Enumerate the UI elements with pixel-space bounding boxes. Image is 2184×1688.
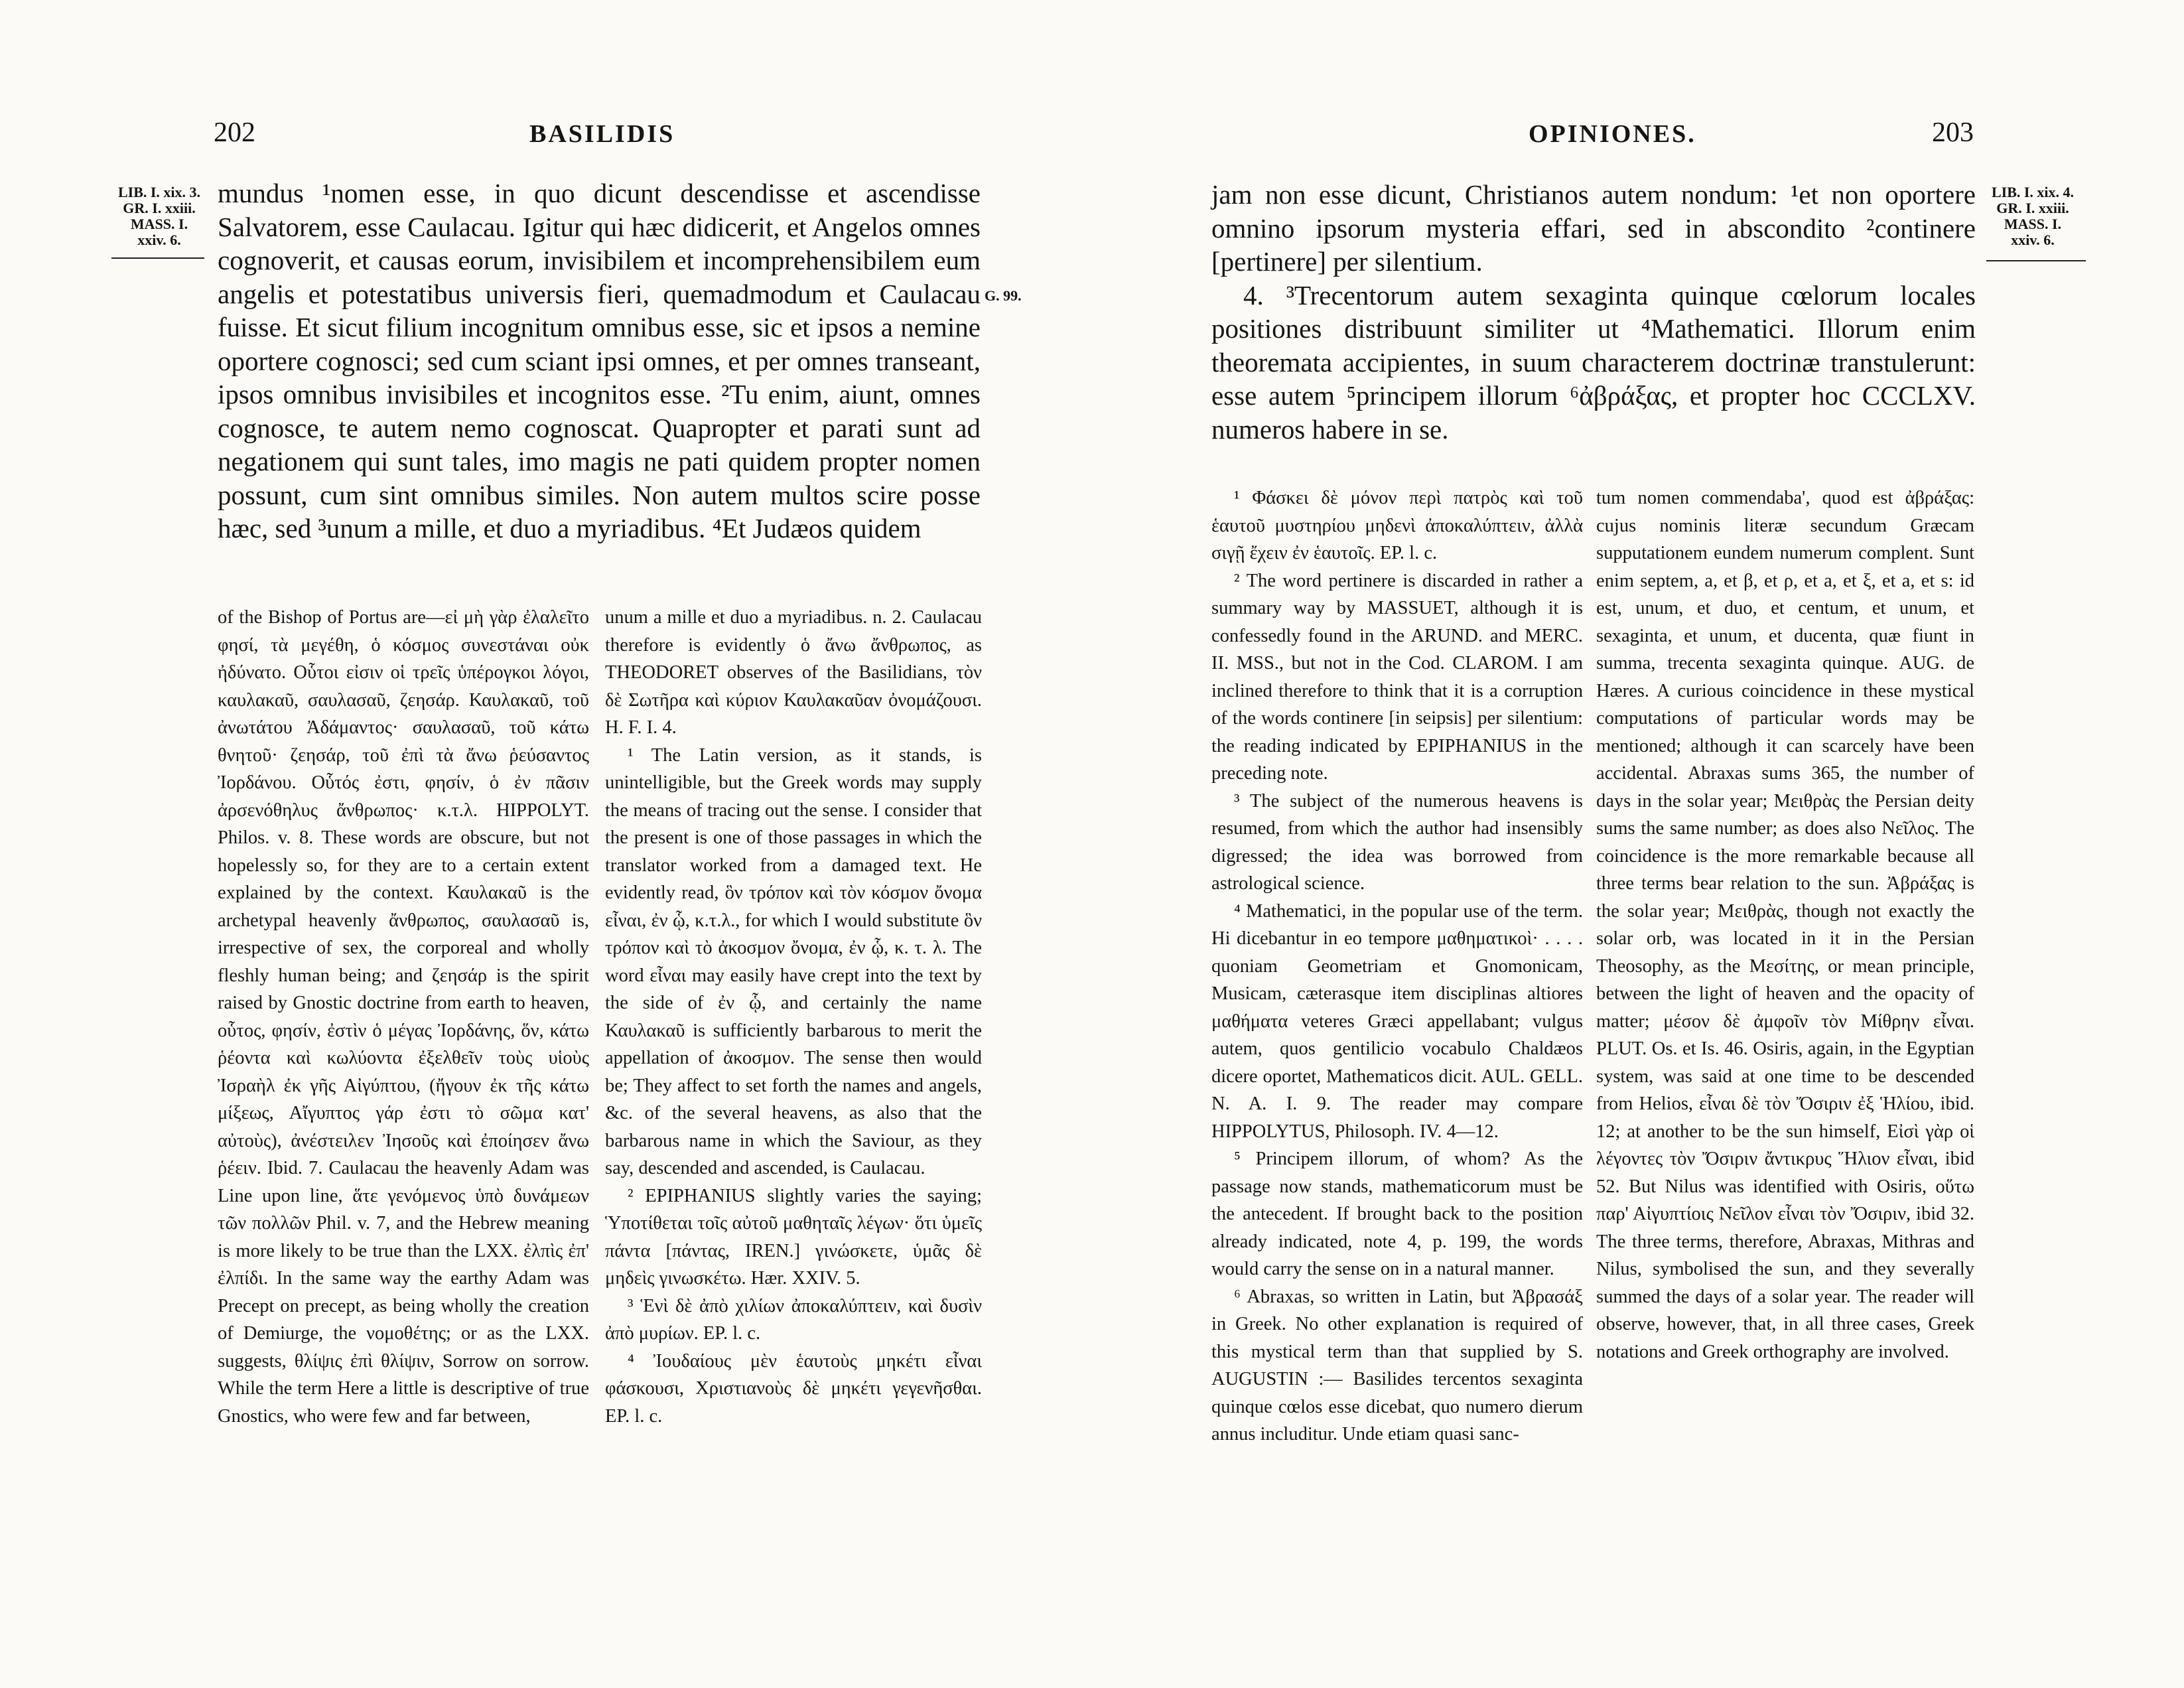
footnote: ² The word pertinere is discarded in rather a summary way by MASSUET, although it is confessedly found in the ARUND. and MERC. II. MSS., but not in the Cod. CLAROM. I am inclined therefore to think that it is a corruption of the words continere [in seipsis] per silentium: the reading indicated by EPIPHANIUS in the preceding note. <box>1211 570 1583 784</box>
page-number: 203 <box>1932 117 1974 148</box>
main-paragraph: 4. ³Trecentorum autem sexaginta quinque cœlorum locales positiones distribuunt similiter ut ⁴Mathematici. Illorum enim theoremata accipientes, in suum characterem doctrinæ transtulerunt: esse autem ⁵principem illorum ⁶ἀβράξας, et propter hoc CCCLXV. numeros habere in se. <box>1211 279 1976 445</box>
footnotes-column-left <box>1211 484 1583 1448</box>
footnote: ⁴ Mathematici, in the popular use of the term. Hi dicebantur in eo tempore μαθηματικοὶ· . . . . quoniam Geometriam et Gnomonicam, Musicam, cæterasque item disciplinas altiores μαθήματα veteres Græci appellabant; vulgus autem, quos gentilicio vocabulo Chaldæos dicere oportet, Mathematicos dicit. AUL. GELL. N. A. I. 9. The reader may compare HIPPOLYTUS, Philosoph. IV. 4—12. <box>1211 900 1583 1142</box>
footnote: ⁴ Ἰουδαίους μὲν ἑαυτοὺς μηκέτι εἶναι φάσκουσι, Χριστιανοὺς δὲ μηκέτι γεγενῆσθαι. EP. l. c. <box>605 1350 982 1427</box>
margin-reference: LIB. I. xix. 4. GR. I. xxiii. MASS. I. xxiv. 6. <box>1991 184 2075 248</box>
margin-rule <box>1986 260 2086 261</box>
footnotes-column-right <box>605 604 982 1430</box>
footnotes-column-right <box>1596 484 1974 1366</box>
running-head: BASILIDIS <box>529 120 675 148</box>
margin-rule <box>111 257 204 259</box>
footnote: ⁵ Principem illorum, of whom? As the passage now stands, mathematicorum must be the antecedent. If brought back to the position already indicated, note 4, p. 199, the words would carry the sense on in a natural manner. <box>1211 1149 1583 1279</box>
page-number: 202 <box>214 117 255 148</box>
running-head: OPINIONES. <box>1529 120 1696 148</box>
footnote: ³ The subject of the numerous heavens is resumed, from which the author had insensibly digressed; the idea was borrowed from astrological science. <box>1211 790 1583 894</box>
main-text <box>1211 178 1976 446</box>
footnote: ⁶ Abraxas, so written in Latin, but Ἀβρασάξ in Greek. No other explanation is required of this mystical term than that supplied by S. AUGUSTIN :— Basilides tercentos sexaginta quinque cœlos esse dicebat, quo numero dierum annus includitur. Unde etiam quasi sanc- <box>1211 1286 1583 1444</box>
margin-reference: LIB. I. xix. 3. GR. I. xxiii. MASS. I. xxiv. 6. <box>117 184 201 248</box>
main-paragraph: jam non esse dicunt, Christianos autem nondum: ¹et non oportere omnino ipsorum mysteria effari, sed in abscondito ²continere [pertinere] per silentium. <box>1211 179 1976 277</box>
footnote: ¹ The Latin version, as it stands, is unintelligible, but the Greek words may supply the means of tracing out the sense. I consider that the present is one of those passages in which the translator worked from a damaged text. He evidently read, ὃν τρόπον καὶ τὸν κόσμον ὄνομα εἶναι, ἐν ᾧ, κ.τ.λ., for which I would substitute ὃν τρόπον καὶ τὸ ἀκοσμον ὄνομα, ἐν ᾧ, κ. τ. λ. The word εἶναι may easily have crept into the text by the side of ἐν ᾧ, and certainly the name Καυλακαῦ is sufficiently barbarous to merit the appellation of ἀκοσμον. The sense then would be; They affect to set forth the names and angels, &c. of the several heavens, as also that the barbarous name in which the Saviour, as they say, descended and ascended, is Caulacau. <box>605 744 982 1178</box>
footnote: ³ Ἑνὶ δὲ ἀπὸ χιλίων ἀποκαλύπτειν, καὶ δυσὶν ἀπὸ μυρίων. EP. l. c. <box>605 1295 982 1344</box>
footnotes-column-left <box>218 604 589 1430</box>
footnote: ¹ Φάσκει δὲ μόνον περὶ πατρὸς καὶ τοῦ ἑαυτοῦ μυστηρίου μηδενὶ ἀποκαλύπτειν, ἀλλὰ σιγῇ ἔχειν ἐν ἑαυτοῖς. EP. l. c. <box>1211 488 1583 563</box>
footnote: ² EPIPHANIUS slightly varies the saying; Ὑποτίθεται τοῖς αὐτοῦ μαθηταῖς λέγων· ὅτι ὑμεῖς πάντα [πάντας, IREN.] γινώσκετε, ὑμᾶς δὲ μηδεὶς γινωσκέτω. Hær. XXIV. 5. <box>605 1185 982 1289</box>
side-mark: G. 99. <box>985 287 1022 304</box>
right-page <box>1097 0 2184 1688</box>
main-paragraph: mundus ¹nomen esse, in quo dicunt descendisse et ascendisse Salvatorem, esse Caulacau. Igitur qui hæc didicerit, et Angelos omnes cognoverit, et causas eorum, invisibilem et incomprehensibilem eum angelis et potestatibus universis fieri, quemadmodum et Caulacau fuisse. Et sicut filium incognitum omnibus esse, sic et ipsos a nemine oportere cognosci; sed cum sciant ipsi omnes, et per omnes transeant, ipsos omnibus invisibiles et incognitos esse. ²Tu enim, aiunt, omnes cognosce, te autem nemo cognoscat. Quapropter et parati sunt ad negationem qui sunt tales, imo magis ne pati quidem propter nomen possunt, cum sint omnibus similes. Non autem multos scire posse hæc, sed ³unum a mille, et duo a myriadibus. ⁴Et Judæos quidem <box>218 178 981 543</box>
footnote: of the Bishop of Portus are—εἰ μὴ γὰρ ἐλαλεῖτο φησί, τὰ μεγέθη, ὁ κόσμος συνεστάναι οὐκ ἠδύνατο. Οὗτοι εἰσιν οἱ τρεῖς ὑπέρογκοι λόγοι, καυλακαῦ, σαυλασαῦ, ζεησάρ. Καυλακαῦ, τοῦ ἀνωτάτου Ἀδάμαντος· σαυλασαῦ, τοῦ κάτω θνητοῦ· ζεησάρ, τοῦ ἐπὶ τὰ ἄνω ῥεύσαντος Ἰορδάνου. Οὗτός ἐστι, φησίν, ὁ ἐν πᾶσιν ἀρσενόθηλυς ἄνθρωπος· κ.τ.λ. HIPPOLYT. Philos. v. 8. These words are obscure, but not hopelessly so, for they are to a certain extent explained by the context. Καυλακαῦ is the archetypal heavenly ἄνθρωπος, σαυλασαῦ is, irrespective of sex, the corporeal and wholly fleshly human being; and ζεησάρ is the spirit raised by Gnostic doctrine from earth to heaven, οὗτος, φησίν, ἐστὶν ὁ μέγας Ἰορδάνης, ὅν, κάτω ῥέοντα καὶ κωλύοντα ἐξελθεῖν τοὺς υἱοὺς Ἰσραὴλ ἐκ γῆς Αἰγύπτου, (ἤγουν ἐκ τῆς κάτω μίξεως, Αἴγυπτος γάρ ἐστι τὸ σῶμα κατ' αὐτοὺς), ἀνέστειλεν Ἰησοῦς καὶ ἐποίησεν ἄνω ῥέειν. Ibid. 7. Caulacau the heavenly Adam was Line upon line, ἅτε γενόμενος ὑπὸ δυνάμεων τῶν πολλῶν Phil. v. 7, and the Hebrew meaning is more likely to be true than the LXX. ἐλπὶς ἐπ' ἐλπίδι. In the same way the earthy Adam was Precept on precept, as being wholly the creation of Demiurge, the νομοθέτης; or as the LXX. suggests, θλίψις ἐπὶ θλίψιν, Sorrow on sorrow. While the term Here a little is descriptive of true Gnostics, who were few and far between, <box>218 607 589 1427</box>
footnote: tum nomen commendaba', quod est ἀβράξας: cujus nominis literæ secundum Græcam supputationem eundem numerum complent. Sunt enim septem, a, et β, et ρ, et a, et ξ, et a, et s: id est, unum, et duo, et centum, et unum, et sexaginta, et unum, et ducenta, quæ fiunt in summa, trecenta sexaginta quinque. AUG. de Hæres. A curious coincidence in these mystical computations of particular words may be mentioned; although it can scarcely have been accidental. Abraxas sums 365, the number of days in the solar year; Μειθρὰς the Persian deity sums the same number; as does also Νεῖλος. The coincidence is the more remarkable because all three terms bear relation to the sun. Ἀβράξας is the solar year; Μειθρὰς, though not exactly the solar orb, was located in it in the Persian Theosophy, as the Μεσίτης, or mean principle, between the light of heaven and the opacity of matter; μέσον δὲ ἀμφοῖν τὸν Μίθρην εἶναι. PLUT. Os. et Is. 46. Osiris, again, in the Egyptian system, was said at one time to be descended from Helios, εἶναι δὲ τὸν Ὄσιριν ἐξ Ἡλίου, ibid. 12; at another to be the sun himself, Εἰσὶ γὰρ οἱ λέγοντες τὸν Ὄσιριν ἄντικρυς Ἥλιον εἶναι, ibid 52. But Nilus was identified with Osiris, οὕτω παρ' Αἰγυπτίοις Νεῖλον εἶναι τὸν Ὄσιριν, ibid 32. The three terms, therefore, Abraxas, Mithras and Nilus, symbolised the sun, and they severally summed the days of a solar year. The reader will observe, however, that, in all three cases, Greek notations and Greek orthography are involved. <box>1596 488 1974 1362</box>
footnote: unum a mille et duo a myriadibus. n. 2. Caulacau therefore is evidently ὁ ἄνω ἄνθρωπος, as THEODORET observes of the Basilidians, τὸν δὲ Σωτῆρα καὶ κύριον Καυλακαῦαν ὀνομάζουσι. H. F. I. 4. <box>605 607 982 738</box>
main-text <box>218 176 981 545</box>
